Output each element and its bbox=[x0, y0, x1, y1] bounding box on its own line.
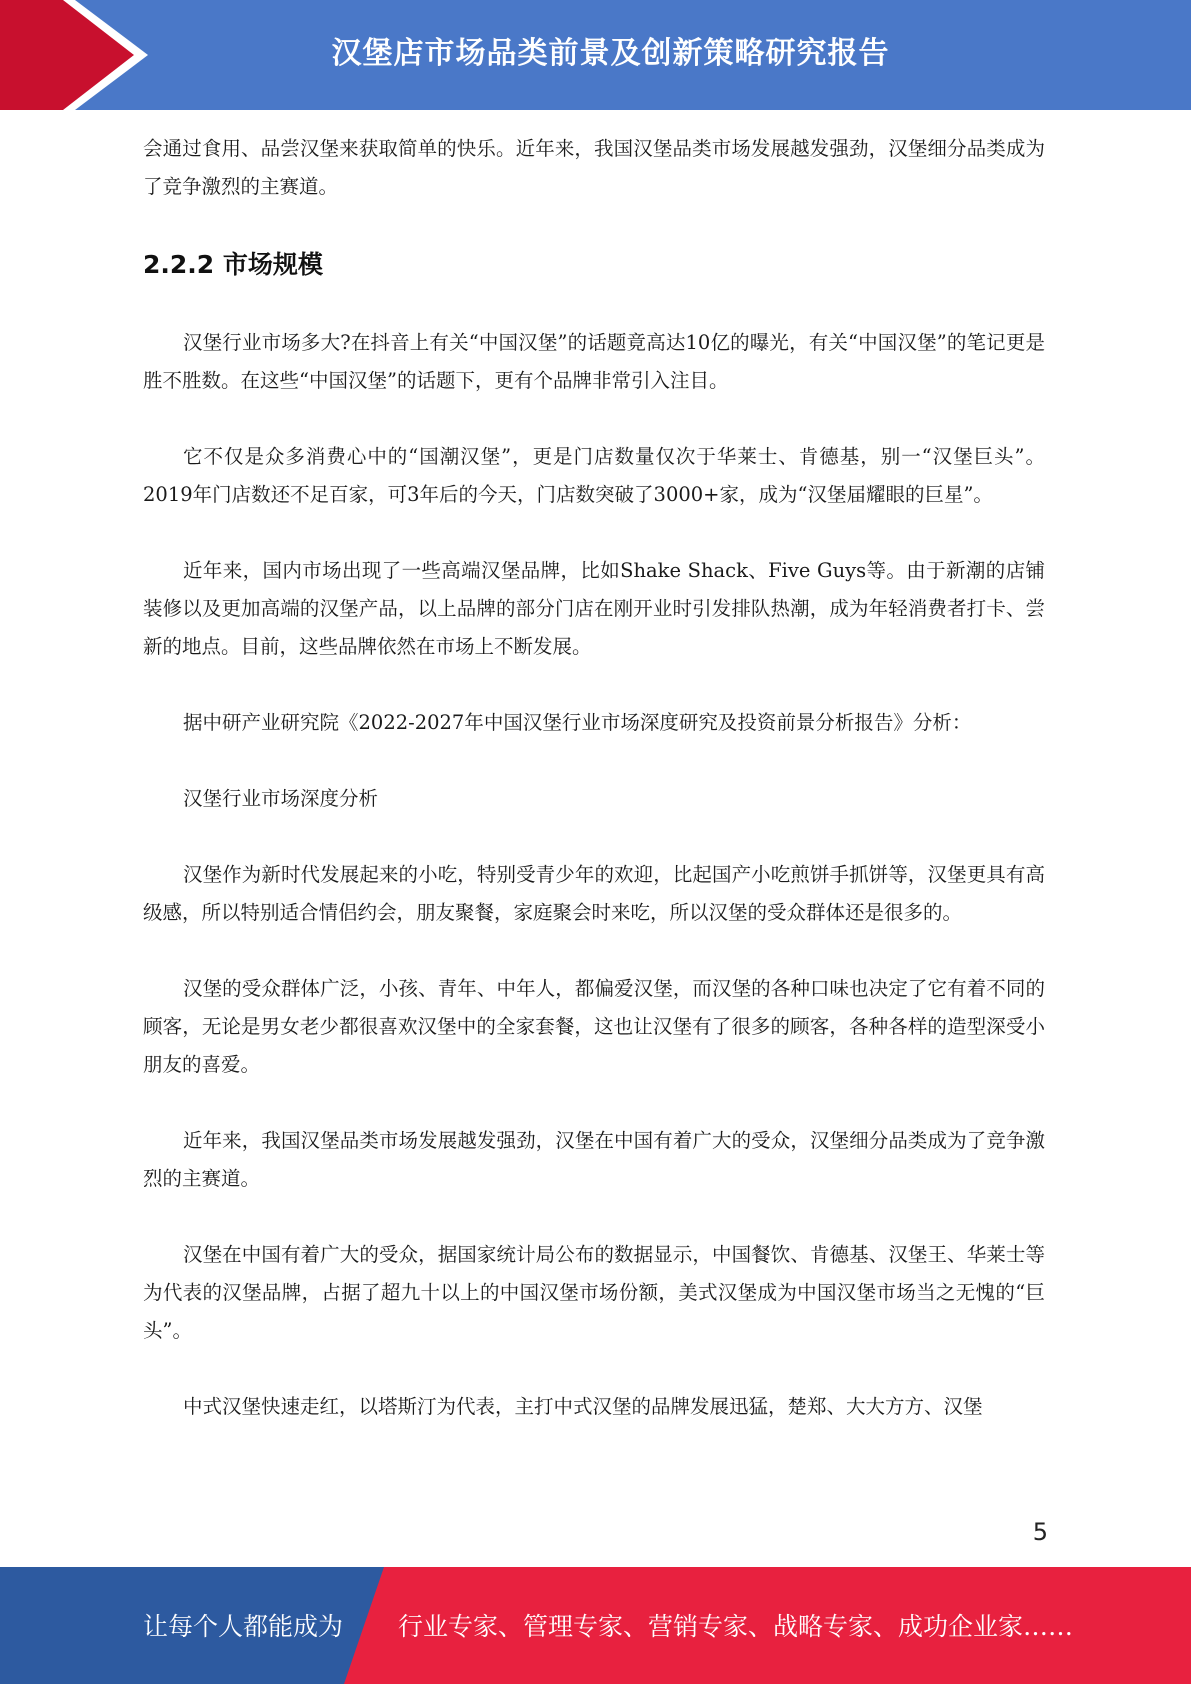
body-paragraph: 据中研产业研究院《2022-2027年中国汉堡行业市场深度研究及投资前景分析报告》分析： bbox=[183, 711, 972, 734]
report-title: 汉堡店市场品类前景及创新策略研究报告 bbox=[331, 36, 890, 71]
body-paragraph: 中式汉堡快速走红，以塔斯汀为代表，主打中式汉堡的品牌发展迅猛，楚郑、大大方方、汉堡 bbox=[183, 1395, 983, 1418]
page-header bbox=[0, 0, 1191, 110]
document-body bbox=[143, 130, 1045, 1426]
body-paragraph: 汉堡行业市场多大?在抖音上有关“中国汉堡”的话题竟高达10亿的曝光，有关“中国汉堡”的笔记更是胜不胜数。在这些“中国汉堡”的话题下，更有个品牌非常引入注目。 bbox=[143, 331, 1045, 392]
body-paragraph: 汉堡作为新时代发展起来的小吃，特别受青少年的欢迎，比起国产小吃煎饼手抓饼等，汉堡更具有高级感，所以特别适合情侣约会，朋友聚餐，家庭聚会时来吃，所以汉堡的受众群体还是很多的。 bbox=[143, 863, 1045, 924]
footer-slogan-left: 让每个人都能成为 bbox=[143, 1612, 344, 1641]
footer-slogan-right: 行业专家、管理专家、营销专家、战略专家、成功企业家…… bbox=[398, 1612, 1074, 1641]
body-paragraph: 它不仅是众多消费心中的“国潮汉堡”，更是门店数量仅次于华莱士、肯德基，别一“汉堡巨头”。2019年门店数还不足百家，可3年后的今天，门店数突破了3000+家，成为“汉堡届耀眼的巨星”。 bbox=[143, 445, 1045, 506]
page-number: 5 bbox=[1032, 1518, 1048, 1546]
body-paragraph: 汉堡的受众群体广泛，小孩、青年、中年人，都偏爱汉堡，而汉堡的各种口味也决定了它有着不同的顾客，无论是男女老少都很喜欢汉堡中的全家套餐，这也让汉堡有了很多的顾客，各种各样的造型深受小朋友的喜爱。 bbox=[143, 977, 1045, 1076]
body-paragraph: 近年来，国内市场出现了一些高端汉堡品牌，比如Shake Shack、Five Guys等。由于新潮的店铺装修以及更加高端的汉堡产品，以上品牌的部分门店在刚开业时引发排队热潮，成为年轻消费者打卡、尝新的地点。目前，这些品牌依然在市场上不断发展。 bbox=[143, 559, 1045, 658]
body-paragraph: 汉堡行业市场深度分析 bbox=[183, 787, 379, 810]
intro-paragraph: 会通过食用、品尝汉堡来获取简单的快乐。近年来，我国汉堡品类市场发展越发强劲，汉堡细分品类成为了竞争激烈的主赛道。 bbox=[143, 137, 1045, 198]
section-heading: 2.2.2 市场规模 bbox=[143, 250, 323, 279]
body-paragraph: 汉堡在中国有着广大的受众，据国家统计局公布的数据显示，中国餐饮、肯德基、汉堡王、华莱士等为代表的汉堡品牌，占据了超九十以上的中国汉堡市场份额，美式汉堡成为中国汉堡市场当之无愧的“巨头”。 bbox=[143, 1243, 1045, 1342]
page-footer bbox=[0, 1567, 1191, 1684]
body-paragraph: 近年来，我国汉堡品类市场发展越发强劲，汉堡在中国有着广大的受众，汉堡细分品类成为了竞争激烈的主赛道。 bbox=[143, 1129, 1045, 1190]
